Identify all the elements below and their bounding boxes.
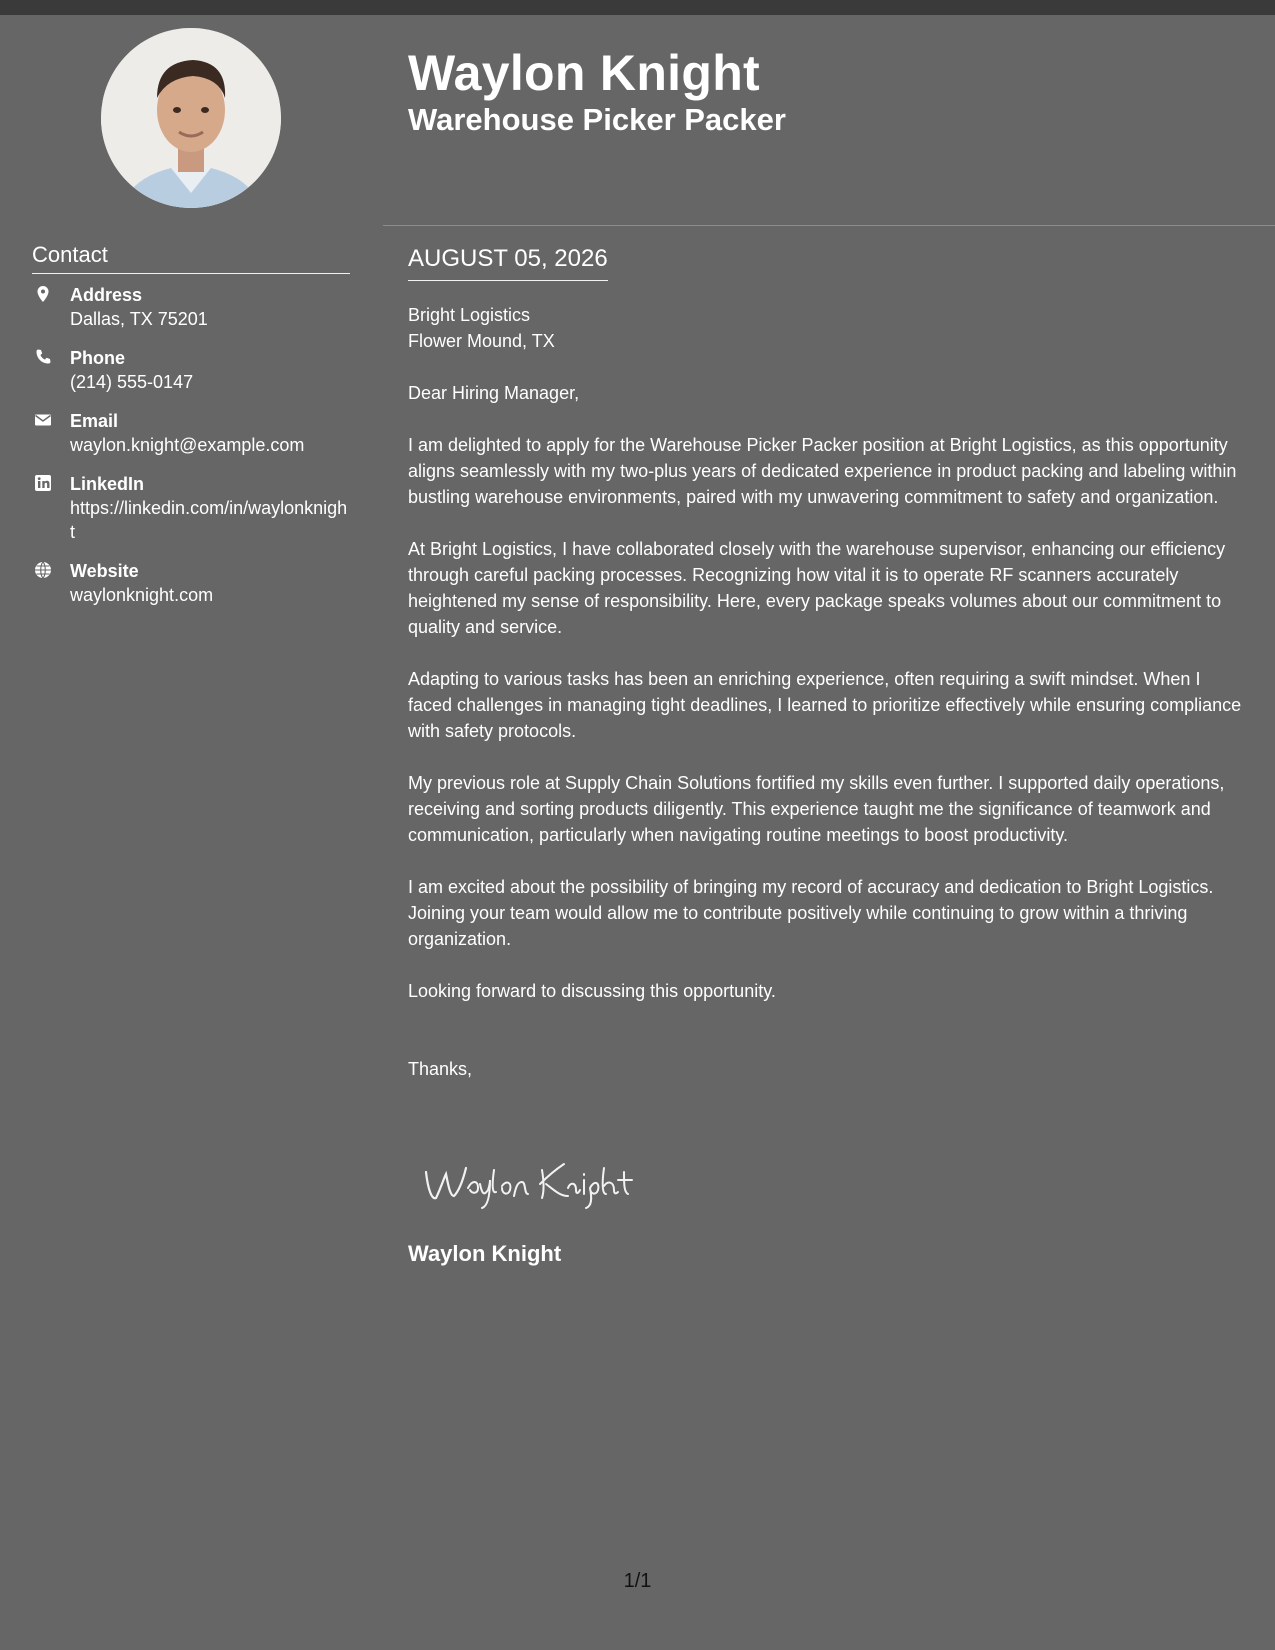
letter-body [408,302,1242,1082]
contact-item-address [32,283,352,331]
letter-paragraph: I am excited about the possibility of bringing my record of accuracy and dedication to Bright Logistics. Joining your team would allow me to contribute positively while continuing to grow within a thriving organization. [408,877,1214,949]
letter-paragraph: Looking forward to discussing this opportunity. [408,981,776,1001]
header [408,44,1248,138]
letter-paragraph: At Bright Logistics, I have collaborated closely with the warehouse supervisor, enhancing our efficiency through careful packing processes. Recognizing how vital it is to operate RF scanners accurately heightened my sense of responsibility. Here, every package speaks volumes about our commitment to quality and service. [408,539,1226,637]
letter-paragraph: Adapting to various tasks has been an enriching experience, often requiring a swift mindset. When I faced challenges in managing tight deadlines, I learned to prioritize effectively while ensuring compliance with safety protocols. [408,669,1242,741]
closing: Thanks, [408,1059,473,1079]
sidebar [0,15,383,1650]
salutation: Dear Hiring Manager, [408,383,580,403]
recipient-company: Bright Logistics [408,305,531,325]
contact-value[interactable]: waylonknight.com [70,585,214,605]
email-icon [34,411,52,429]
contact-value[interactable]: https://linkedin.com/in/waylonknight [70,498,348,542]
contact-heading: Contact [32,241,350,274]
top-bar [0,0,1275,15]
letter-paragraph: I am delighted to apply for the Warehouse Picker Packer position at Bright Logistics, as this opportunity aligns seamlessly with my two-plus years of dedicated experience in product packing and labeling within bustling warehouse environments, paired with my unwavering commitment to safety and organization. [408,435,1237,507]
contact-label: Address [70,285,143,305]
contact-value: Dallas, TX 75201 [70,309,208,329]
globe-icon [34,561,52,579]
contact-label: Phone [70,348,126,368]
letter-paragraph: My previous role at Supply Chain Solutions fortified my skills even further. I supported daily operations, receiving and sorting products diligently. This experience taught me the significance of teamwork and communication, particularly when navigating routine meetings to boost productivity. [408,773,1225,845]
recipient-block [408,302,1242,354]
signer-name: Waylon Knight [408,1241,562,1266]
contact-list [32,283,352,622]
applicant-name: Waylon Knight [408,45,760,101]
phone-icon [34,348,52,366]
contact-value: (214) 555-0147 [70,372,194,392]
contact-item-linkedin [32,472,352,544]
contact-item-website [32,559,352,607]
contact-label: Website [70,561,139,581]
avatar [101,28,281,208]
contact-label: LinkedIn [70,474,145,494]
portrait-photo [101,28,281,208]
contact-label: Email [70,411,119,431]
contact-item-phone [32,346,352,394]
header-divider [383,225,1275,226]
letter-date: AUGUST 05, 2026 [408,244,608,281]
contact-value: waylon.knight@example.com [70,435,305,455]
location-pin-icon [34,285,52,303]
page-number: 1/1 [623,1570,652,1592]
signature-image [418,1150,678,1210]
recipient-location: Flower Mound, TX [408,331,555,351]
job-title: Warehouse Picker Packer [408,102,786,137]
linkedin-icon [34,474,52,492]
contact-item-email [32,409,352,457]
